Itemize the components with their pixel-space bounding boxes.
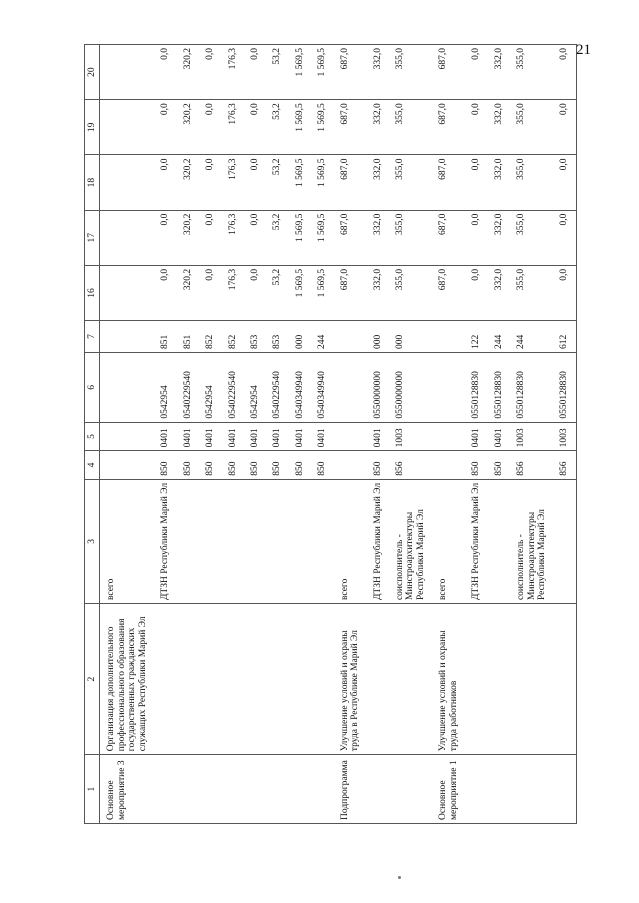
row-target-article-cell [100, 353, 154, 423]
row-section-code-cell: 0401 [266, 422, 288, 451]
header-col-16: 16 [85, 265, 100, 320]
row-category-cell [266, 755, 288, 824]
row-expense-type-cell: 852 [199, 321, 221, 353]
row-section-code-cell: 0401 [199, 422, 221, 451]
row-section-code-cell [334, 422, 367, 451]
row-value-col-17: 0,0 [553, 210, 576, 265]
row-description-cell [367, 604, 389, 755]
header-col-19: 19 [85, 100, 100, 155]
row-value-col-18: 687,0 [334, 155, 367, 210]
header-col-17: 17 [85, 210, 100, 265]
row-category-cell [311, 755, 333, 824]
row-section-code-cell [100, 422, 154, 451]
row-value-col-20: 0,0 [244, 45, 266, 100]
row-value-col-16: 0,0 [244, 265, 266, 320]
row-expense-type-cell [100, 321, 154, 353]
row-executor-cell [289, 479, 311, 603]
row-expense-type-cell: 000 [367, 321, 389, 353]
row-value-col-16: 687,0 [334, 265, 367, 320]
row-category-cell [465, 755, 487, 824]
row-value-col-20: 355,0 [510, 45, 553, 100]
row-category-cell [488, 755, 510, 824]
header-col-4: 4 [85, 451, 100, 479]
row-expense-type-cell: 612 [553, 321, 576, 353]
row-expense-type-cell: 853 [244, 321, 266, 353]
row-description-cell [266, 604, 288, 755]
row-grbs-code-cell [432, 451, 465, 479]
row-value-col-18: 0,0 [553, 155, 576, 210]
table-row [389, 45, 432, 824]
row-description-cell [177, 604, 199, 755]
row-grbs-code-cell: 850 [367, 451, 389, 479]
row-executor-cell [222, 479, 244, 603]
row-grbs-code-cell: 850 [311, 451, 333, 479]
row-value-col-20: 0,0 [154, 45, 176, 100]
row-value-col-16: 0,0 [154, 265, 176, 320]
row-target-article-cell [432, 353, 465, 423]
table-row [465, 45, 487, 824]
row-value-col-20: 53,2 [266, 45, 288, 100]
row-category-cell [367, 755, 389, 824]
row-value-col-18: 332,0 [367, 155, 389, 210]
scan-speck [398, 876, 401, 879]
budget-table [84, 44, 577, 824]
row-section-code-cell: 1003 [553, 422, 576, 451]
row-grbs-code-cell: 850 [289, 451, 311, 479]
row-category-cell [389, 755, 432, 824]
row-category-cell [510, 755, 553, 824]
row-category-cell [553, 755, 576, 824]
row-description-cell [488, 604, 510, 755]
row-description-cell: Улучшение условий и охраны труда в Республике Марий Эл [334, 604, 367, 755]
row-executor-cell: соисполнитель - Минстроархитектуры Республики Марий Эл [389, 479, 432, 603]
row-section-code-cell: 0401 [177, 422, 199, 451]
row-expense-type-cell: 851 [177, 321, 199, 353]
row-target-article-cell: 0540349940 [311, 353, 333, 423]
row-executor-cell [311, 479, 333, 603]
row-expense-type-cell: 853 [266, 321, 288, 353]
table-body [100, 45, 576, 824]
row-executor-cell [488, 479, 510, 603]
row-value-col-16: 1 569,5 [311, 265, 333, 320]
row-target-article-cell: 0550000000 [389, 353, 432, 423]
row-section-code-cell: 0401 [222, 422, 244, 451]
row-value-col-20: 1 569,5 [289, 45, 311, 100]
row-grbs-code-cell: 850 [177, 451, 199, 479]
row-value-col-18: 320,2 [177, 155, 199, 210]
row-value-col-16: 0,0 [465, 265, 487, 320]
table-row [177, 45, 199, 824]
row-expense-type-cell [432, 321, 465, 353]
row-expense-type-cell: 852 [222, 321, 244, 353]
row-value-col-19 [100, 100, 154, 155]
row-grbs-code-cell [334, 451, 367, 479]
row-executor-cell [266, 479, 288, 603]
row-section-code-cell: 1003 [389, 422, 432, 451]
row-value-col-17: 355,0 [389, 210, 432, 265]
table-row [154, 45, 176, 824]
row-expense-type-cell: 000 [289, 321, 311, 353]
row-value-col-17: 0,0 [465, 210, 487, 265]
row-value-col-19: 0,0 [154, 100, 176, 155]
row-target-article-cell: 0550128830 [488, 353, 510, 423]
row-value-col-20: 0,0 [199, 45, 221, 100]
row-description-cell: Улучшение условий и охраны труда работников [432, 604, 465, 755]
row-value-col-16 [100, 265, 154, 320]
row-value-col-18: 355,0 [389, 155, 432, 210]
row-value-col-19: 355,0 [510, 100, 553, 155]
row-value-col-18 [100, 155, 154, 210]
row-category-cell [222, 755, 244, 824]
row-section-code-cell [432, 422, 465, 451]
row-description-cell [222, 604, 244, 755]
row-value-col-20: 332,0 [367, 45, 389, 100]
row-executor-cell [553, 479, 576, 603]
row-value-col-19: 176,3 [222, 100, 244, 155]
row-executor-cell: всего [432, 479, 465, 603]
header-col-5: 5 [85, 422, 100, 451]
row-value-col-19: 687,0 [432, 100, 465, 155]
row-grbs-code-cell: 850 [222, 451, 244, 479]
row-value-col-19: 0,0 [199, 100, 221, 155]
row-description-cell [244, 604, 266, 755]
row-grbs-code-cell: 850 [465, 451, 487, 479]
row-category-cell: Основное мероприятие 3 [100, 755, 154, 824]
row-value-col-16: 53,2 [266, 265, 288, 320]
row-value-col-19: 332,0 [488, 100, 510, 155]
row-value-col-20: 355,0 [389, 45, 432, 100]
row-value-col-19: 53,2 [266, 100, 288, 155]
row-value-col-18: 687,0 [432, 155, 465, 210]
row-target-article-cell: 0542954 [199, 353, 221, 423]
row-value-col-18: 0,0 [199, 155, 221, 210]
row-value-col-19: 0,0 [244, 100, 266, 155]
table-row [266, 45, 288, 824]
row-value-col-16: 355,0 [510, 265, 553, 320]
table-row [311, 45, 333, 824]
row-value-col-17: 0,0 [154, 210, 176, 265]
row-value-col-19: 0,0 [553, 100, 576, 155]
row-value-col-20: 0,0 [465, 45, 487, 100]
row-category-cell: Подпрограмма [334, 755, 367, 824]
row-category-cell [199, 755, 221, 824]
row-value-col-17: 0,0 [199, 210, 221, 265]
row-value-col-18: 0,0 [465, 155, 487, 210]
row-value-col-17: 1 569,5 [311, 210, 333, 265]
table-row [244, 45, 266, 824]
row-grbs-code-cell: 850 [199, 451, 221, 479]
header-col-6: 6 [85, 353, 100, 423]
row-expense-type-cell: 244 [488, 321, 510, 353]
row-value-col-16: 687,0 [432, 265, 465, 320]
row-description-cell [389, 604, 432, 755]
row-category-cell [289, 755, 311, 824]
row-value-col-20 [100, 45, 154, 100]
header-col-7: 7 [85, 321, 100, 353]
row-value-col-17: 687,0 [334, 210, 367, 265]
row-description-cell: Организация дополнительного профессионального образования государственных гражданских служащих Республики Марий Эл [100, 604, 154, 755]
row-grbs-code-cell: 856 [553, 451, 576, 479]
row-section-code-cell: 0401 [465, 422, 487, 451]
row-section-code-cell: 0401 [289, 422, 311, 451]
row-value-col-18: 1 569,5 [311, 155, 333, 210]
row-executor-cell [177, 479, 199, 603]
row-value-col-16: 176,3 [222, 265, 244, 320]
row-executor-cell: ДТЗН Республики Марий Эл [465, 479, 487, 603]
row-value-col-19: 355,0 [389, 100, 432, 155]
row-executor-cell: ДТЗН Республики Марий Эл [154, 479, 176, 603]
row-section-code-cell: 0401 [311, 422, 333, 451]
row-value-col-20: 0,0 [553, 45, 576, 100]
table-row [553, 45, 576, 824]
row-value-col-16: 0,0 [199, 265, 221, 320]
row-grbs-code-cell: 850 [488, 451, 510, 479]
row-value-col-18: 0,0 [244, 155, 266, 210]
row-value-col-17: 0,0 [244, 210, 266, 265]
row-value-col-20: 332,0 [488, 45, 510, 100]
row-expense-type-cell [334, 321, 367, 353]
row-value-col-19: 0,0 [465, 100, 487, 155]
row-grbs-code-cell: 856 [389, 451, 432, 479]
row-section-code-cell: 0401 [488, 422, 510, 451]
row-description-cell [510, 604, 553, 755]
row-value-col-17: 1 569,5 [289, 210, 311, 265]
row-value-col-19: 332,0 [367, 100, 389, 155]
row-executor-cell: всего [100, 479, 154, 603]
row-value-col-17: 687,0 [432, 210, 465, 265]
row-grbs-code-cell: 850 [154, 451, 176, 479]
row-value-col-17: 332,0 [367, 210, 389, 265]
row-grbs-code-cell: 856 [510, 451, 553, 479]
rotated-table-container [84, 44, 570, 824]
table-row [289, 45, 311, 824]
row-section-code-cell: 0401 [154, 422, 176, 451]
row-grbs-code-cell: 850 [244, 451, 266, 479]
row-value-col-16: 0,0 [553, 265, 576, 320]
row-value-col-19: 1 569,5 [311, 100, 333, 155]
row-expense-type-cell: 244 [510, 321, 553, 353]
row-category-cell [154, 755, 176, 824]
row-target-article-cell: 0542954 [244, 353, 266, 423]
row-value-col-20: 687,0 [334, 45, 367, 100]
row-value-col-17: 53,2 [266, 210, 288, 265]
row-value-col-18: 1 569,5 [289, 155, 311, 210]
row-section-code-cell: 0401 [367, 422, 389, 451]
table-row [488, 45, 510, 824]
row-value-col-19: 687,0 [334, 100, 367, 155]
row-value-col-17: 320,2 [177, 210, 199, 265]
table-row [100, 45, 154, 824]
row-value-col-19: 320,2 [177, 100, 199, 155]
row-description-cell [311, 604, 333, 755]
header-col-20: 20 [85, 45, 100, 100]
row-value-col-18: 355,0 [510, 155, 553, 210]
row-value-col-18: 53,2 [266, 155, 288, 210]
header-col-1: 1 [85, 755, 100, 824]
row-executor-cell: всего [334, 479, 367, 603]
table-row [334, 45, 367, 824]
page-number: 21 [576, 42, 591, 58]
row-executor-cell: ДТЗН Республики Марий Эл [367, 479, 389, 603]
row-value-col-16: 332,0 [488, 265, 510, 320]
row-value-col-17: 355,0 [510, 210, 553, 265]
row-value-col-17: 176,3 [222, 210, 244, 265]
row-description-cell [199, 604, 221, 755]
table-header-row [85, 45, 100, 824]
row-value-col-18: 0,0 [154, 155, 176, 210]
row-target-article-cell: 0550000000 [367, 353, 389, 423]
row-grbs-code-cell [100, 451, 154, 479]
row-value-col-19: 1 569,5 [289, 100, 311, 155]
row-expense-type-cell: 122 [465, 321, 487, 353]
row-target-article-cell: 0550128830 [553, 353, 576, 423]
table-row [199, 45, 221, 824]
row-description-cell [154, 604, 176, 755]
row-value-col-16: 1 569,5 [289, 265, 311, 320]
row-value-col-16: 355,0 [389, 265, 432, 320]
row-category-cell: Основное мероприятие 1 [432, 755, 465, 824]
row-value-col-20: 1 569,5 [311, 45, 333, 100]
row-target-article-cell: 0540229540 [177, 353, 199, 423]
row-description-cell [289, 604, 311, 755]
row-category-cell [244, 755, 266, 824]
header-col-3: 3 [85, 479, 100, 603]
header-col-2: 2 [85, 604, 100, 755]
row-expense-type-cell: 000 [389, 321, 432, 353]
row-grbs-code-cell: 850 [266, 451, 288, 479]
row-value-col-17: 332,0 [488, 210, 510, 265]
row-target-article-cell: 0542954 [154, 353, 176, 423]
row-target-article-cell: 0540229540 [222, 353, 244, 423]
row-value-col-17 [100, 210, 154, 265]
table-row [367, 45, 389, 824]
row-value-col-16: 332,0 [367, 265, 389, 320]
header-col-18: 18 [85, 155, 100, 210]
row-category-cell [177, 755, 199, 824]
row-expense-type-cell: 851 [154, 321, 176, 353]
row-value-col-20: 687,0 [432, 45, 465, 100]
table-row [432, 45, 465, 824]
row-executor-cell: соисполнитель - Минстроархитектуры Республики Марий Эл [510, 479, 553, 603]
row-description-cell [553, 604, 576, 755]
row-description-cell [465, 604, 487, 755]
row-section-code-cell: 0401 [244, 422, 266, 451]
table-row [222, 45, 244, 824]
row-target-article-cell: 0550128830 [510, 353, 553, 423]
row-value-col-16: 320,2 [177, 265, 199, 320]
row-expense-type-cell: 244 [311, 321, 333, 353]
row-value-col-18: 176,3 [222, 155, 244, 210]
row-target-article-cell: 0540349940 [289, 353, 311, 423]
row-executor-cell [244, 479, 266, 603]
row-value-col-20: 176,3 [222, 45, 244, 100]
row-target-article-cell [334, 353, 367, 423]
table-row [510, 45, 553, 824]
row-target-article-cell: 0540229540 [266, 353, 288, 423]
row-value-col-20: 320,2 [177, 45, 199, 100]
row-executor-cell [199, 479, 221, 603]
row-value-col-18: 332,0 [488, 155, 510, 210]
row-section-code-cell: 1003 [510, 422, 553, 451]
row-target-article-cell: 0550128830 [465, 353, 487, 423]
